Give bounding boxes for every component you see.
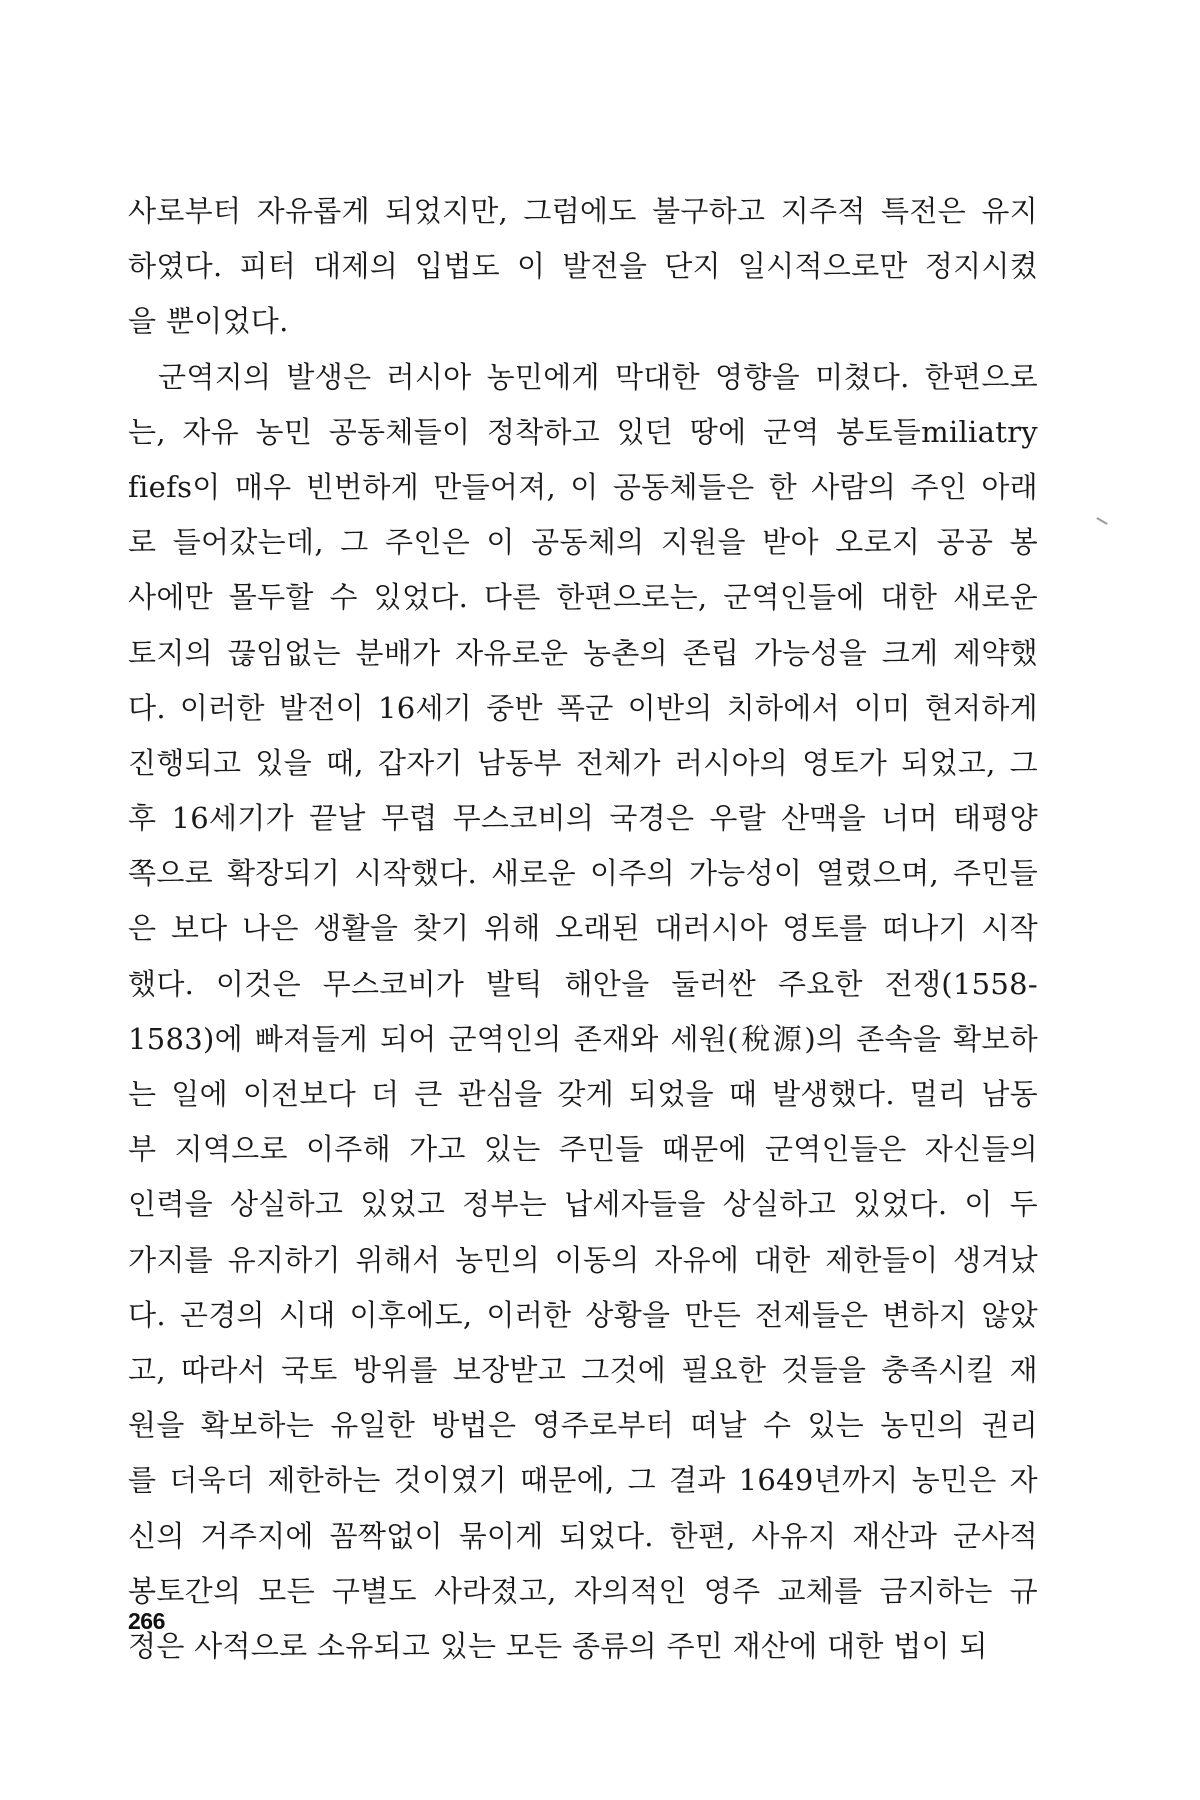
body-text: [128, 184, 1038, 1674]
text-line: 토지의 끊임없는 분배가 자유로운 농촌의 존립 가능성을 크게 제약했: [128, 635, 1038, 670]
text-line: 진행되고 있을 때, 갑자기 남동부 전체가 러시아의 영토가 되었고, 그: [128, 745, 1038, 780]
text-line: 는 일에 이전보다 더 큰 관심을 갖게 되었을 때 발생했다. 멀리 남동: [128, 1077, 1038, 1111]
text-line: 했다. 이것은 무스코비가 발틱 해안을 둘러싼 주요한 전쟁(1558-: [128, 966, 1038, 1001]
text-line: 로 들어갔는데, 그 주인은 이 공동체의 지원을 받아 오로지 공공 봉: [128, 525, 1038, 560]
text-line: 하였다. 피터 대제의 입법도 이 발전을 단지 일시적으로만 정지시켰: [128, 249, 1038, 284]
page-number: 266: [128, 1608, 165, 1634]
text-line: 정은 사적으로 소유되고 있는 모든 종류의 주민 재산에 대한 법이 되: [128, 1628, 988, 1663]
text-line: 는, 자유 농민 공동체들이 정착하고 있던 땅에 군역 봉토들miliatry: [128, 414, 1038, 449]
text-line: 군역지의 발생은 러시아 농민에게 막대한 영향을 미쳤다. 한편으로: [158, 359, 1038, 394]
text-line: 을 뿐이었다.: [128, 304, 289, 339]
text-line: 를 더욱더 제한하는 것이였기 때문에, 그 결과 1649년까지 농민은 자: [128, 1463, 1038, 1498]
text-line: 봉토간의 모든 구별도 사라졌고, 자의적인 영주 교체를 금지하는 규: [128, 1573, 1038, 1608]
text-line: 신의 거주지에 꼼짝없이 묶이게 되었다. 한편, 사유지 재산과 군사적: [128, 1518, 1038, 1553]
text-line: 고, 따라서 국토 방위를 보장받고 그것에 필요한 것들을 충족시킬 재: [128, 1352, 1038, 1387]
text-line: 은 보다 나은 생활을 찾기 위해 오래된 대러시아 영토를 떠나기 시작: [128, 911, 1038, 946]
text-line: 쪽으로 확장되기 시작했다. 새로운 이주의 가능성이 열렸으며, 주민들: [128, 856, 1038, 891]
text-line: 가지를 유지하기 위해서 농민의 이동의 자유에 대한 제한들이 생겨났: [128, 1242, 1038, 1277]
scan-speck: [1096, 517, 1107, 525]
text-line: 후 16세기가 끝날 무렵 무스코비의 국경은 우랄 산맥을 너머 태평양: [128, 801, 1038, 836]
text-line: 원을 확보하는 유일한 방법은 영주로부터 떠날 수 있는 농민의 권리: [128, 1408, 1038, 1443]
text-line: 인력을 상실하고 있었고 정부는 납세자들을 상실하고 있었다. 이 두: [128, 1187, 1038, 1222]
text-line: 사에만 몰두할 수 있었다. 다른 한편으로는, 군역인들에 대한 새로운: [128, 580, 1038, 615]
text-line: fiefs이 매우 빈번하게 만들어져, 이 공동체들은 한 사람의 주인 아래: [128, 469, 1038, 504]
text-line: 부 지역으로 이주해 가고 있는 주민들 때문에 군역인들은 자신들의: [128, 1132, 1038, 1167]
text-line: 사로부터 자유롭게 되었지만, 그럼에도 불구하고 지주적 특전은 유지: [128, 194, 1038, 228]
text-line: 다. 이러한 발전이 16세기 중반 폭군 이반의 치하에서 이미 현저하게: [128, 690, 1038, 725]
text-line: 다. 곤경의 시대 이후에도, 이러한 상황을 만든 전제들은 변하지 않았: [128, 1297, 1038, 1332]
text-line: 1583)에 빠져들게 되어 군역인의 존재와 세원(稅源)의 존속을 확보하: [128, 1021, 1038, 1056]
